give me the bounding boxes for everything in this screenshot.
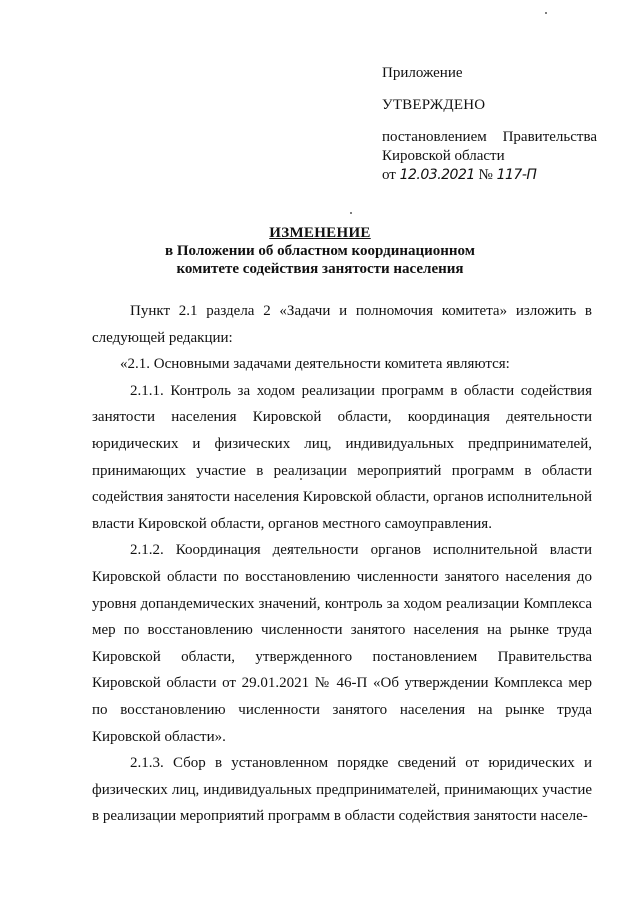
title-line-3: комитете содействия занятости населения: [176, 261, 464, 277]
paragraph-2-1: «2.1. Основными задачами деятельности комитета являются:: [120, 356, 510, 373]
paragraph-2-1-2: 2.1.2. Координация деятельности органов исполнительной власти Кировской области по восстановлению численности занятого населения до уровня допандемических значений, контроль за ходом реализации Комплекса мер по восстановлению численности занятого населения на рынке труда Кировской области, утвержденного постановлением Правительства Кировской области от 29.01.2021 № 46-П «Об утверждении Комплекса мер по восстановлению численности занятого населения на рынке труда Кировской области».: [92, 542, 592, 745]
document-title: [0, 224, 640, 278]
approved-label: УТВЕРЖДЕНО: [382, 97, 486, 113]
paragraph-2-1-3: 2.1.3. Сбор в установленном порядке сведений от юридических и физических лиц, индивидуальных предпринимателей, принимающих участие в реализации мероприятий программ в области содействия занятости населе-: [92, 755, 592, 825]
resolution-line-2: Кировской области: [382, 148, 505, 164]
handwritten-number: 117-П: [496, 167, 537, 183]
resolution-word: постановлением: [382, 129, 487, 145]
approval-block: [382, 64, 597, 185]
appendix-label: Приложение: [382, 65, 463, 81]
government-word: Правительства: [502, 129, 597, 145]
title-line-2: в Положении об областном координационном: [165, 243, 475, 259]
paragraph-intro: Пункт 2.1 раздела 2 «Задачи и полномочия комитета» изложить в следующей редакции:: [92, 303, 592, 346]
scan-speck: [545, 12, 547, 14]
paragraph-2-1-1: 2.1.1. Контроль за ходом реализации программ в области содействия занятости населения Кировской области, координация деятельности юридических и физических лиц, индивидуальных предпринимателей, принимающих участие в реализации мероприятий программ в области содействия занятости населения Кировской области, органов исполнительной власти Кировской области, органов местного самоуправления.: [92, 382, 592, 532]
resolution-line-1: [382, 128, 597, 147]
handwritten-date: 12.03.2021: [399, 167, 475, 183]
document-body: [92, 298, 592, 830]
number-sign: №: [478, 167, 493, 183]
title-heading: ИЗМЕНЕНИЕ: [269, 225, 371, 241]
scan-speck: [350, 212, 352, 214]
date-prefix: от: [382, 167, 396, 183]
resolution-date-line: [382, 166, 597, 185]
